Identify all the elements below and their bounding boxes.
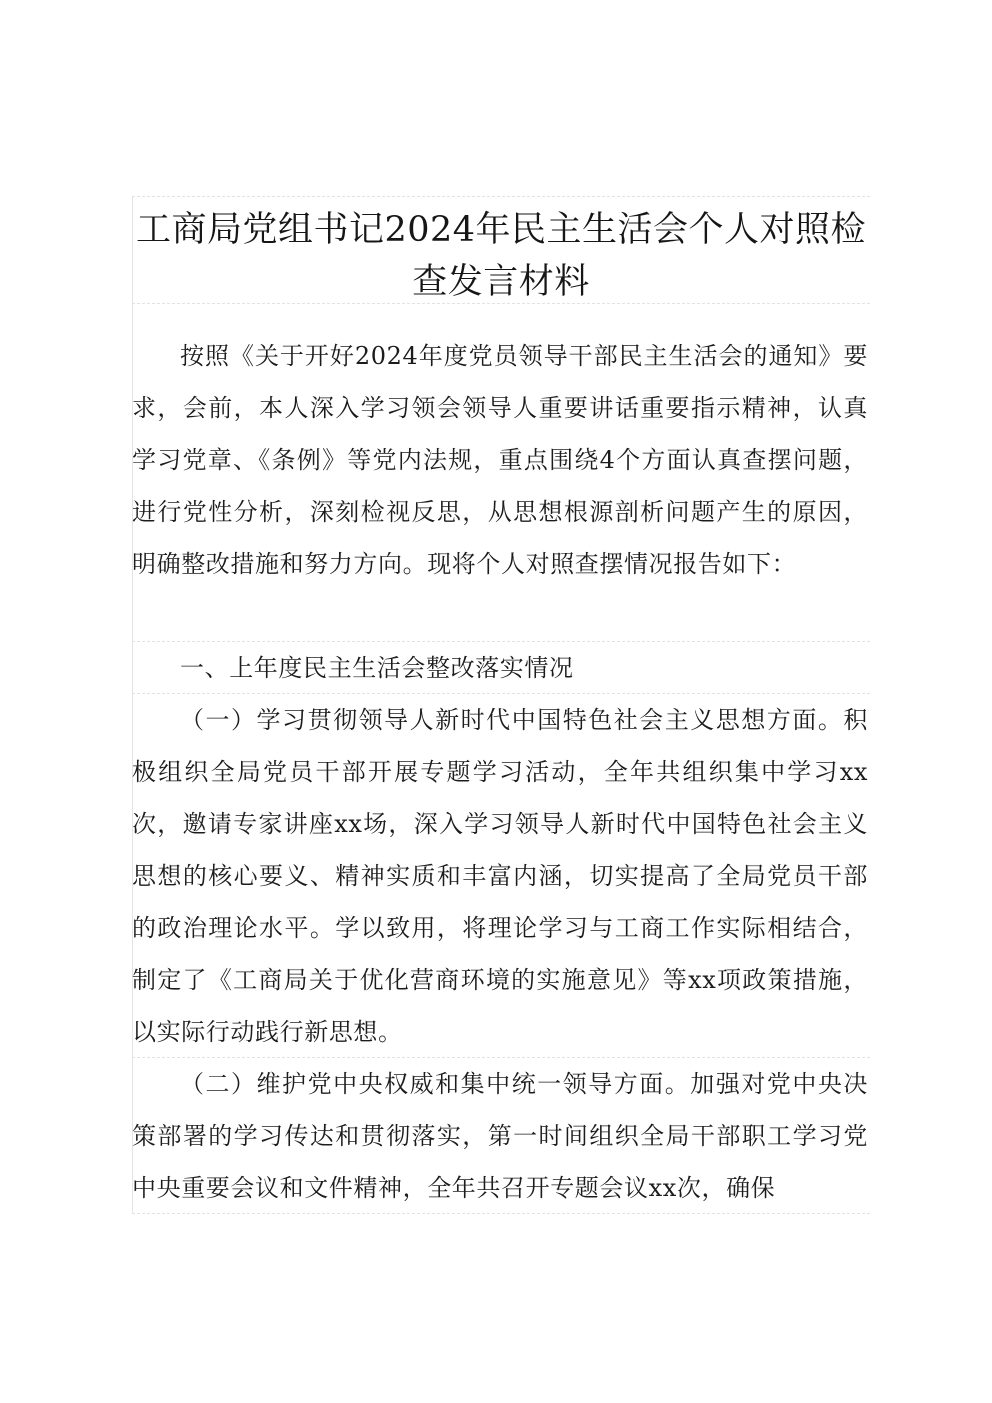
intro-paragraph: 按照《关于开好2024年度党员领导干部民主生活会的通知》要求，会前，本人深入学习领会领导人重要讲话重要指示精神，认真学习党章、《条例》等党内法规，重点围绕4个方面认真查摆问题，进行党性分析，深刻检视反思，从思想根源剖析问题产生的原因，明确整改措施和努力方向。现将个人对照查摆情况报告如下： (132, 342, 868, 578)
document-title: 工商局党组书记2024年民主生活会个人对照检查发言材料 (135, 210, 867, 302)
divider-line (132, 196, 870, 197)
section-heading: 一、上年度民主生活会整改落实情况 (180, 654, 574, 682)
body-paragraph-authority: （二）维护党中央权威和集中统一领导方面。加强对党中央决策部署的学习传达和贯彻落实，第一时间组织全局干部职工学习党中央重要会议和文件精神，全年共召开专题会议xx次，确保 (132, 1070, 868, 1202)
body-paragraph-study: （一）学习贯彻领导人新时代中国特色社会主义思想方面。积极组织全局党员干部开展专题学习活动，全年共组织集中学习xx次，邀请专家讲座xx场，深入学习领导人新时代中国特色社会主义思想的核心要义、精神实质和丰富内涵，切实提高了全局党员干部的政治理论水平。学以致用，将理论学习与工商工作实际相结合，制定了《工商局关于优化营商环境的实施意见》等xx项政策措施，以实际行动践行新思想。 (132, 706, 868, 1046)
